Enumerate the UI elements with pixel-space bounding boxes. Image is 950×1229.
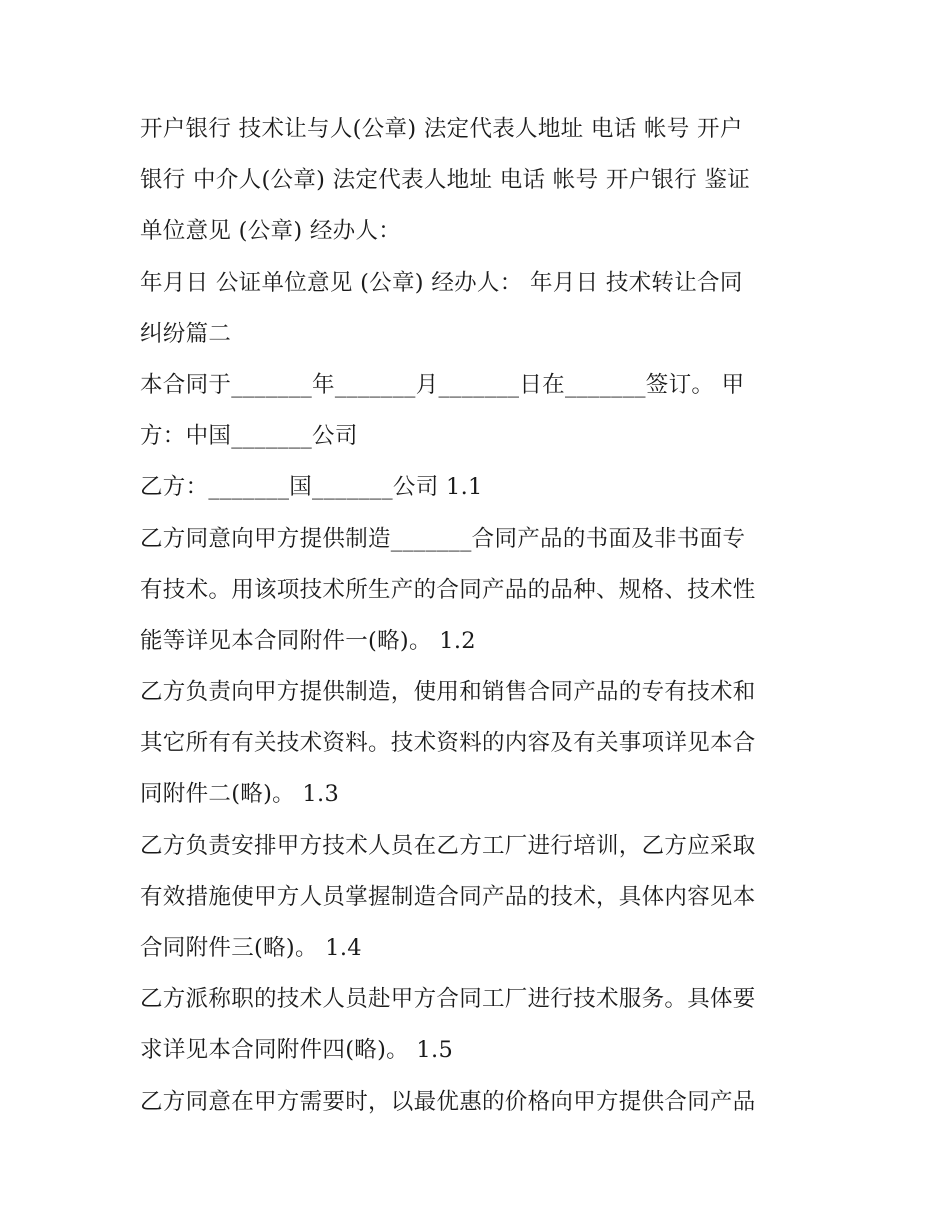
text-line: 有效措施使甲方人员掌握制造合同产品的技术，具体内容见本 — [140, 883, 756, 910]
text-line: 单位意见 (公章) 经办人： — [140, 218, 402, 245]
text-line: 乙方同意向甲方提供制造_______合同产品的书面及非书面专 — [140, 525, 746, 552]
text-line: 有技术。用该项技术所生产的合同产品的品种、规格、技术性 — [140, 576, 756, 603]
text-line: 本合同于_______年_______月_______日在_______签订。 甲 — [140, 371, 745, 398]
text-line: 其它所有有关技术资料。技术资料的内容及有关事项详见本合 — [140, 730, 756, 757]
text-line: 同附件二(略)。 1.3 — [140, 781, 340, 808]
text-line: 乙方派称职的技术人员赴甲方合同工厂进行技术服务。具体要 — [140, 986, 756, 1013]
text-line: 年月日 公证单位意见 (公章) 经办人： 年月日 技术转让合同 — [140, 269, 743, 296]
text-line: 合同附件三(略)。 1.4 — [140, 935, 362, 961]
text-line: 银行 中介人(公章) 法定代表人地址 电话 帐号 开户银行 鉴证 — [140, 167, 751, 194]
text-line: 求详见本合同附件四(略)。 1.5 — [140, 1037, 454, 1064]
text-line: 能等详见本合同附件一(略)。 1.2 — [140, 627, 476, 654]
text-line: 纠纷篇二 — [140, 320, 232, 347]
document-body — [140, 104, 830, 1128]
text-line: 乙方同意在甲方需要时，以最优惠的价格向甲方提供合同产品 — [140, 1088, 756, 1115]
text-line: 乙方：_______国_______公司 1.1 — [140, 474, 483, 501]
text-line: 开户银行 技术让与人(公章) 法定代表人地址 电话 帐号 开户 — [140, 116, 743, 142]
text-line: 方：中国_______公司 — [140, 423, 358, 450]
text-line: 乙方负责安排甲方技术人员在乙方工厂进行培训，乙方应采取 — [140, 832, 756, 859]
text-line: 乙方负责向甲方提供制造，使用和销售合同产品的专有技术和 — [140, 679, 756, 706]
